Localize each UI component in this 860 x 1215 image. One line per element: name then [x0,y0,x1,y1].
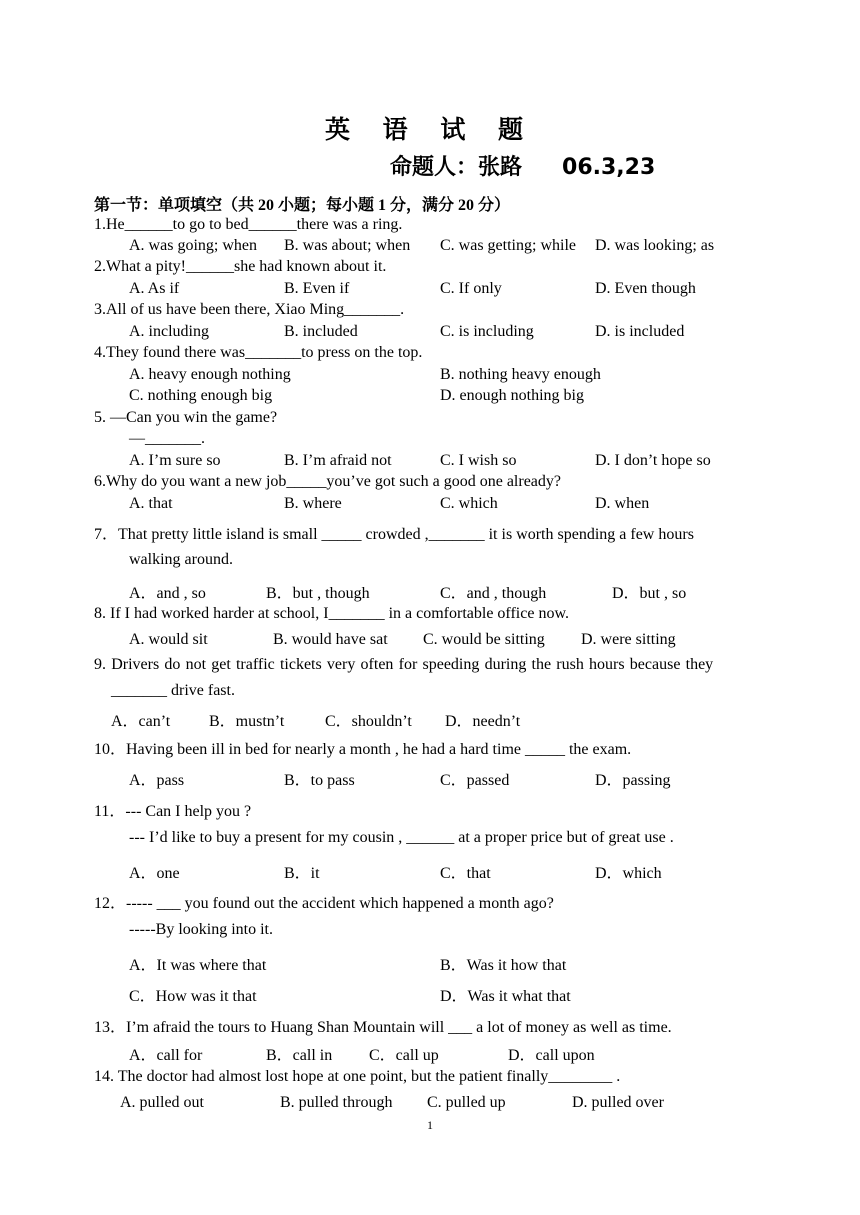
q12-option-c: C．How was it that [129,988,257,1005]
question-3-stem: 3.All of us have been there, Xiao Ming_______. [94,301,405,318]
section-heading: 第一节：单项填空（共 20 小题；每小题 1 分，满分 20 分） [94,197,511,214]
question-4-stem: 4.They found there was_______to press on the top. [94,344,423,361]
q5-option-b: B. I’m afraid not [284,452,392,469]
q5-option-d: D. I don’t hope so [595,452,711,469]
q11-option-a: A．one [129,865,180,882]
q9-option-d: D．needn’t [445,713,521,730]
q4-option-c: C. nothing enough big [129,387,273,404]
q14-option-a: A. pulled out [120,1094,204,1111]
q13-option-a: A．call for [129,1047,203,1064]
author-line [390,150,655,181]
q1-option-b: B. was about; when [284,237,411,254]
q3-option-c: C. is including [440,323,534,340]
question-11-reply: --- I’d like to buy a present for my cousin , ______ at a proper price but of great use . [129,829,674,846]
question-11-stem: 11．--- Can I help you ? [94,803,252,820]
question-5-reply: —_______. [129,430,205,447]
q9-option-c: C．shouldn’t [325,713,412,730]
page-title: 英 语 试 题 [324,115,536,144]
question-9-stem-cont: _______ drive fast. [111,682,235,699]
q9-option-a: A．can’t [111,713,171,730]
question-7-stem-cont: walking around. [129,551,233,568]
question-7-stem: 7．That pretty little island is small _____ crowded ,_______ it is worth spending a few hours [94,526,694,543]
q3-option-a: A. including [129,323,209,340]
exam-date: 06.3,23 [562,155,656,180]
q12-option-d: D．Was it what that [440,988,571,1005]
q13-option-c: C．call up [369,1047,439,1064]
q3-option-d: D. is included [595,323,685,340]
q11-option-b: B．it [284,865,320,882]
q11-option-c: C．that [440,865,491,882]
q8-option-b: B. would have sat [273,631,388,648]
author-name: 命题人：张路 [390,155,523,180]
q4-option-b: B. nothing heavy enough [440,366,601,383]
q3-option-b: B. included [284,323,358,340]
q9-option-b: B．mustn’t [209,713,285,730]
q14-option-b: B. pulled through [280,1094,393,1111]
question-14-stem: 14. The doctor had almost lost hope at one point, but the patient finally________ . [94,1068,621,1085]
q4-option-d: D. enough nothing big [440,387,584,404]
q2-option-d: D. Even though [595,280,696,297]
q1-option-a: A. was going; when [129,237,257,254]
q10-option-d: D．passing [595,772,671,789]
q13-option-d: D．call upon [508,1047,595,1064]
question-12-reply: -----By looking into it. [129,921,273,938]
q6-option-a: A. that [129,495,173,512]
q10-option-a: A．pass [129,772,185,789]
question-2-stem: 2.What a pity!______she had known about it. [94,258,387,275]
q6-option-c: C. which [440,495,498,512]
question-6-stem: 6.Why do you want a new job_____you’ve got such a good one already? [94,473,561,490]
q1-option-c: C. was getting; while [440,237,576,254]
q11-option-d: D．which [595,865,662,882]
q13-option-b: B．call in [266,1047,333,1064]
q14-option-c: C. pulled up [427,1094,506,1111]
q7-option-a: A．and , so [129,585,206,602]
question-9-stem: 9. Drivers do not get traffic tickets very often for speeding during the rush hours because they [94,656,714,673]
q6-option-b: B. where [284,495,342,512]
question-13-stem: 13．I’m afraid the tours to Huang Shan Mountain will ___ a lot of money as well as time. [94,1019,672,1036]
q12-option-a: A．It was where that [129,957,267,974]
question-12-stem: 12．----- ___ you found out the accident which happened a month ago? [94,895,554,912]
q8-option-a: A. would sit [129,631,208,648]
q7-option-b: B．but , though [266,585,370,602]
q14-option-d: D. pulled over [572,1094,664,1111]
q6-option-d: D. when [595,495,650,512]
q8-option-d: D. were sitting [581,631,676,648]
question-8-stem: 8. If I had worked harder at school, I_______ in a comfortable office now. [94,605,569,622]
q8-option-c: C. would be sitting [423,631,545,648]
q5-option-c: C. I wish so [440,452,517,469]
q1-option-d: D. was looking; as [595,237,715,254]
question-1-stem: 1.He______to go to bed______there was a ring. [94,216,403,233]
q10-option-b: B．to pass [284,772,355,789]
q2-option-b: B. Even if [284,280,350,297]
q2-option-c: C. If only [440,280,502,297]
q12-option-b: B．Was it how that [440,957,567,974]
q10-option-c: C．passed [440,772,510,789]
q4-option-a: A. heavy enough nothing [129,366,291,383]
page-number: 1 [427,1118,433,1132]
q7-option-d: D．but , so [612,585,687,602]
q5-option-a: A. I’m sure so [129,452,221,469]
question-5-stem: 5. —Can you win the game? [94,409,278,426]
q2-option-a: A. As if [129,280,180,297]
q7-option-c: C．and , though [440,585,547,602]
question-10-stem: 10．Having been ill in bed for nearly a month , he had a hard time _____ the exam. [94,741,632,758]
